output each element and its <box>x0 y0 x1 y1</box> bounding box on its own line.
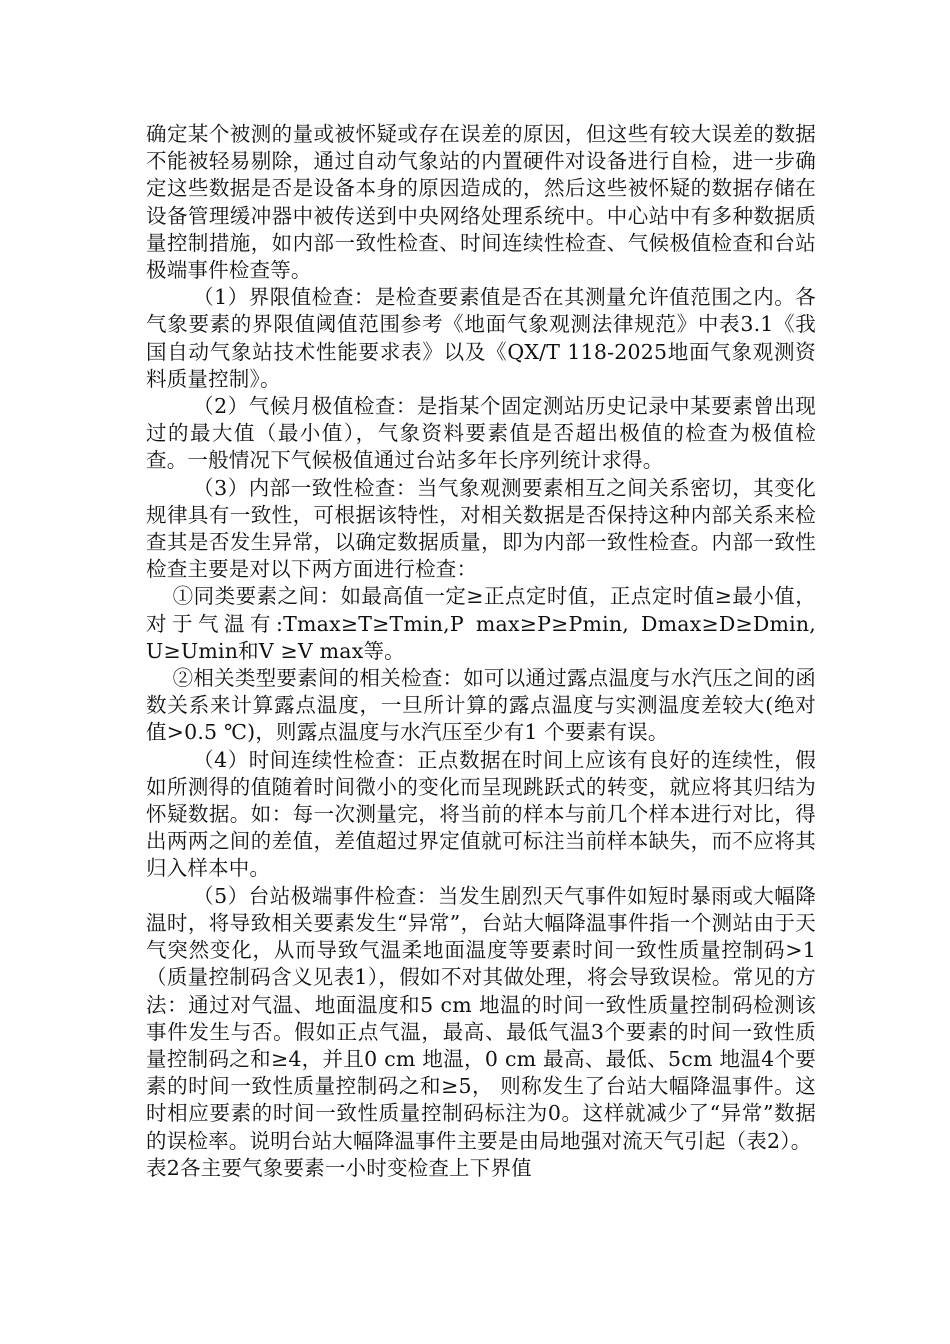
paragraph-related-elements: ②相关类型要素间的相关检查：如可以通过露点温度与水汽压之间的函数关系来计算露点温度，一旦所计算的露点温度与实测温度差较大(绝对值>0.5 ℃)，则露点温度与水汽压至少有1 个要素有误。 <box>146 666 816 745</box>
paragraph-climate-extreme-check: （2）气候月极值检查：是指某个固定测站历史记录中某要素曾出现过的最大值（最小值），气象资料要素值是否超出极值的检查为极值检查。一般情况下气候极值通过台站多年长序列统计求得。 <box>146 394 816 473</box>
paragraph-limit-check: （1）界限值检查：是检查要素值是否在其测量允许值范围之内。各气象要素的界限值阈值范围参考《地面气象观测法律规范》中表3.1《我国自动气象站技术性能要求表》以及《QX/T 118-2025地面气象观测资料质量控制》。 <box>146 285 816 391</box>
paragraph-station-extreme-event-check: （5）台站极端事件检查：当发生剧烈天气事件如短时暴雨或大幅降温时，将导致相关要素发生“异常”，台站大幅降温事件指一个测站由于天气突然变化，从而导致气温柔地面温度等要素时间一致性质量控制码>1（质量控制码含义见表1），假如不对其做处理，将会导致误检。常见的方法：通过对气温、地面温度和5 cm 地温的时间一致性质量控制码检测该事件发生与否。假如正点气温，最高、最低气温3个要素的时间一致性质量控制码之和≥4，并且0 cm 地温，0 cm 最高、最低、5cm 地温4个要素的时间一致性质量控制码之和≥5， 则称发生了台站大幅降温事件。这时相应要素的时间一致性质量控制码标注为0。这样就减少了“异常”数据的误检率。说明台站大幅降温事件主要是由局地强对流天气引起（表2）。 <box>146 883 817 1153</box>
body-text <box>146 121 816 1182</box>
table-caption: 表2各主要气象要素一小时变检查上下界值 <box>146 1155 532 1180</box>
paragraph-intro: 确定某个被测的量或被怀疑或存在误差的原因，但这些有较大误差的数据不能被轻易剔除，通过自动气象站的内置硬件对设备进行自检，进一步确定这些数据是否是设备本身的原因造成的，然后这些被怀疑的数据存储在设备管理缓冲器中被传送到中央网络处理系统中。中心站中有多种数据质量控制措施，如内部一致性检查、时间连续性检查、气候极值检查和台站极端事件检查等。 <box>146 122 816 283</box>
paragraph-same-type-elements: ①同类要素之间：如最高值一定≥正点定时值，正点定时值≥最小值，对于气温有:Tmax≥T≥Tmin,P max≥P≥Pmin, Dmax≥D≥Dmin, U≥Umin和V ≥V max等。 <box>146 584 816 663</box>
paragraph-internal-consistency-check: （3）内部一致性检查：当气象观测要素相互之间关系密切，其变化规律具有一致性，可根据该特性，对相关数据是否保持这种内部关系来检查其是否发生异常，以确定数据质量，即为内部一致性检查。内部一致性检查主要是对以下两方面进行检查： <box>146 475 816 582</box>
paragraph-time-continuity-check: （4）时间连续性检查：正点数据在时间上应该有良好的连续性，假如所测得的值随着时间微小的变化而呈现跳跃式的转变，就应将其归结为怀疑数据。如：每一次测量完，将当前的样本与前几个样本进行对比，得出两两之间的差值，差值超过界定值就可标注当前样本缺失，而不应将其归入样本中。 <box>146 747 816 881</box>
